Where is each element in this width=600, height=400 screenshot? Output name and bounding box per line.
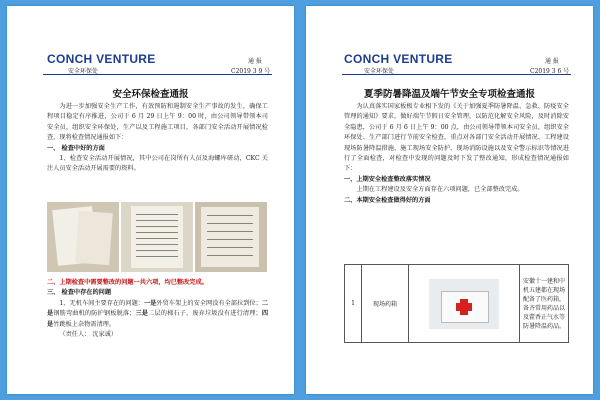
issue-text: 二层的梯石子、废弃垃圾没有进行清理； — [148, 310, 262, 318]
issue-marker: 二是 — [47, 299, 269, 318]
issue-text: 1、无机车间主要存在的问题： — [59, 299, 144, 307]
section-text: 上期在工程建设及安全方面存在六项问题，已全部整改完成。 — [356, 186, 524, 194]
intro-paragraph: 为进一步加强安全生产工作，有效预防和遏制安全生产事故的发生，确保工程项目稳定有序推进，公司于 6 月 29 日上午 9：00 时，由公司领导带领本司安全员，组织安全环保处，生产以及工程施工项目，各部门安全活动开展情况检查，现将检查情况通报如下： — [47, 103, 268, 142]
table-row — [345, 265, 569, 343]
document-body-continued — [47, 278, 268, 340]
section-item: 1、检查安全活动开展情况，其中公司在岗所有人员及海螺库研动，CKC 关注人员安全活动开展需要的资料。 — [47, 155, 268, 173]
page-header — [7, 6, 294, 76]
page-title: 夏季防暑降温及端午节安全专项检查通报 — [363, 89, 535, 100]
document-type: 通 报 — [545, 58, 559, 65]
company-logo: CONCH VENTURE — [344, 52, 453, 66]
issue-text: 外贸车架上的安全网没有全部拉到位； — [156, 299, 262, 307]
first-aid-kit-photo — [429, 279, 499, 329]
table-cell-no: 1 — [345, 265, 362, 343]
issue-number: C2019 3 9 号 — [231, 68, 271, 75]
photo-strip — [47, 202, 267, 272]
section-heading: 一、上期安全检查整改落实情况 — [344, 175, 431, 183]
document-body — [344, 102, 569, 206]
header-divider — [342, 74, 571, 75]
inspection-photo — [195, 202, 267, 272]
responsible-person: （责任人： 沈家诚） — [59, 331, 118, 339]
issue-marker: 三是 — [135, 310, 149, 318]
table-cell-desc: 安徽十一建和中机五建都在现场配备了医药箱，备齐常用药品以及藿香正气水等防暑降温药品。 — [520, 265, 569, 343]
table-cell-photo — [409, 265, 520, 343]
inspection-photo — [47, 202, 119, 272]
issue-text: 竹跳板上杂物需清理。 — [53, 320, 116, 328]
intro-paragraph: 为认真落实国家板极专业相下发的《关于加强夏季防暑降温、急救、防疫安全管理的通知》要求，做好端午节假日安全管理，以防范化解安全风险，及时消除安全隐患，公司于 6 月 6 日上午 9：00 点，由公司领导带领本司安全员，组织安全环保处、生产部门进行节前安全检查，重点对各部门安全活动开展情况、工程建设现场防暑降温措施、施工现场安全防护、现场消防设施以及安全警示标识等情况进行了全面检查，对检查中发现的问题及时下发了整改通知，形成检查情况通报如下： — [344, 103, 569, 173]
inspection-table — [344, 264, 569, 343]
document-body — [47, 102, 268, 175]
red-heading: 二、上期检查中需要整改的问题一共六项，均已整改完成。 — [47, 279, 208, 286]
company-logo: CONCH VENTURE — [47, 52, 156, 66]
department-label: 安全环保处 — [364, 68, 395, 75]
header-divider — [43, 74, 272, 75]
issue-text: 钢筋弯曲机的防护钢板脱落； — [53, 310, 136, 318]
page-header — [306, 6, 593, 76]
issue-marker: 四是 — [47, 310, 269, 328]
section-heading: 二、本期安全检查做得好的方面 — [344, 196, 431, 204]
document-page-1 — [7, 6, 294, 394]
document-page-2 — [306, 6, 593, 394]
table-cell-label: 现场药箱 — [362, 265, 409, 343]
issue-number: C2019 3 6 号 — [530, 68, 570, 75]
department-label: 安全环保处 — [68, 68, 99, 75]
issue-marker: 一是 — [143, 299, 157, 307]
section-heading: 一、 检查中好的方面 — [47, 144, 105, 152]
document-type: 通 报 — [248, 58, 262, 65]
page-title: 安全环保检查通报 — [112, 89, 189, 100]
inspection-photo — [121, 202, 193, 272]
issue-list — [47, 299, 268, 330]
section-heading: 三、 检查中存在的问题 — [47, 289, 112, 297]
